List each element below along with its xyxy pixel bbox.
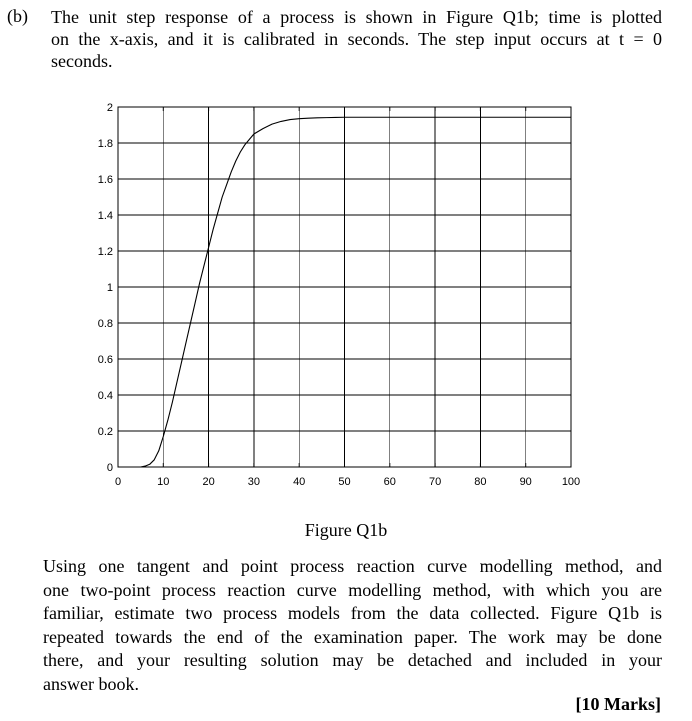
y-tick-label: 2	[106, 102, 113, 114]
y-tick-label: 0.8	[97, 318, 113, 330]
x-tick-label: 90	[519, 476, 532, 488]
x-tick-label: 40	[293, 476, 306, 488]
y-tick-label: 1.8	[97, 138, 113, 150]
x-tick-label: 50	[338, 476, 351, 488]
question-label: (b)	[7, 6, 28, 26]
intro-line: The unit step response of a process is shown in Figure Q1b; time is plotted	[51, 7, 662, 27]
y-tick-label: 0.4	[97, 390, 113, 402]
x-tick-label: 60	[383, 476, 396, 488]
x-tick-label: 100	[561, 476, 581, 488]
x-tick-label: 0	[114, 476, 122, 488]
body-line: answer book.	[43, 673, 139, 694]
body-line: repeated towards the end of the examination paper. The work may be done	[43, 626, 662, 647]
y-tick-label: 1	[106, 282, 113, 294]
x-tick-label: 70	[428, 476, 442, 488]
y-tick-label: 0.6	[97, 354, 113, 366]
y-tick-label: 0	[106, 462, 113, 474]
question-body	[43, 555, 662, 696]
body-line: Using one tangent and point process reaction curve modelling method, and	[43, 556, 662, 576]
x-tick-label: 10	[157, 476, 170, 488]
body-line: there, and your resulting solution may be detached and included in your	[43, 650, 662, 670]
y-tick-label: 0.2	[97, 426, 113, 438]
body-line: familiar, estimate two process models from the data collected. Figure Q1b is	[43, 603, 662, 623]
y-tick-label: 1.2	[97, 246, 113, 258]
x-tick-label: 80	[474, 476, 487, 488]
x-tick-label: 20	[202, 476, 215, 488]
y-tick-label: 1.4	[97, 210, 113, 222]
body-line: one two-point process reaction curve modelling method, with which you are	[43, 579, 662, 600]
intro-line: on the x-axis, and it is calibrated in seconds. The step input occurs at t = 0	[51, 29, 662, 49]
x-tick-label: 30	[247, 476, 261, 488]
y-tick-label: 1.6	[97, 174, 113, 186]
marks-label: [10 Marks]	[575, 694, 661, 714]
figure-caption: Figure Q1b	[304, 520, 388, 540]
intro-line: seconds.	[51, 51, 113, 71]
